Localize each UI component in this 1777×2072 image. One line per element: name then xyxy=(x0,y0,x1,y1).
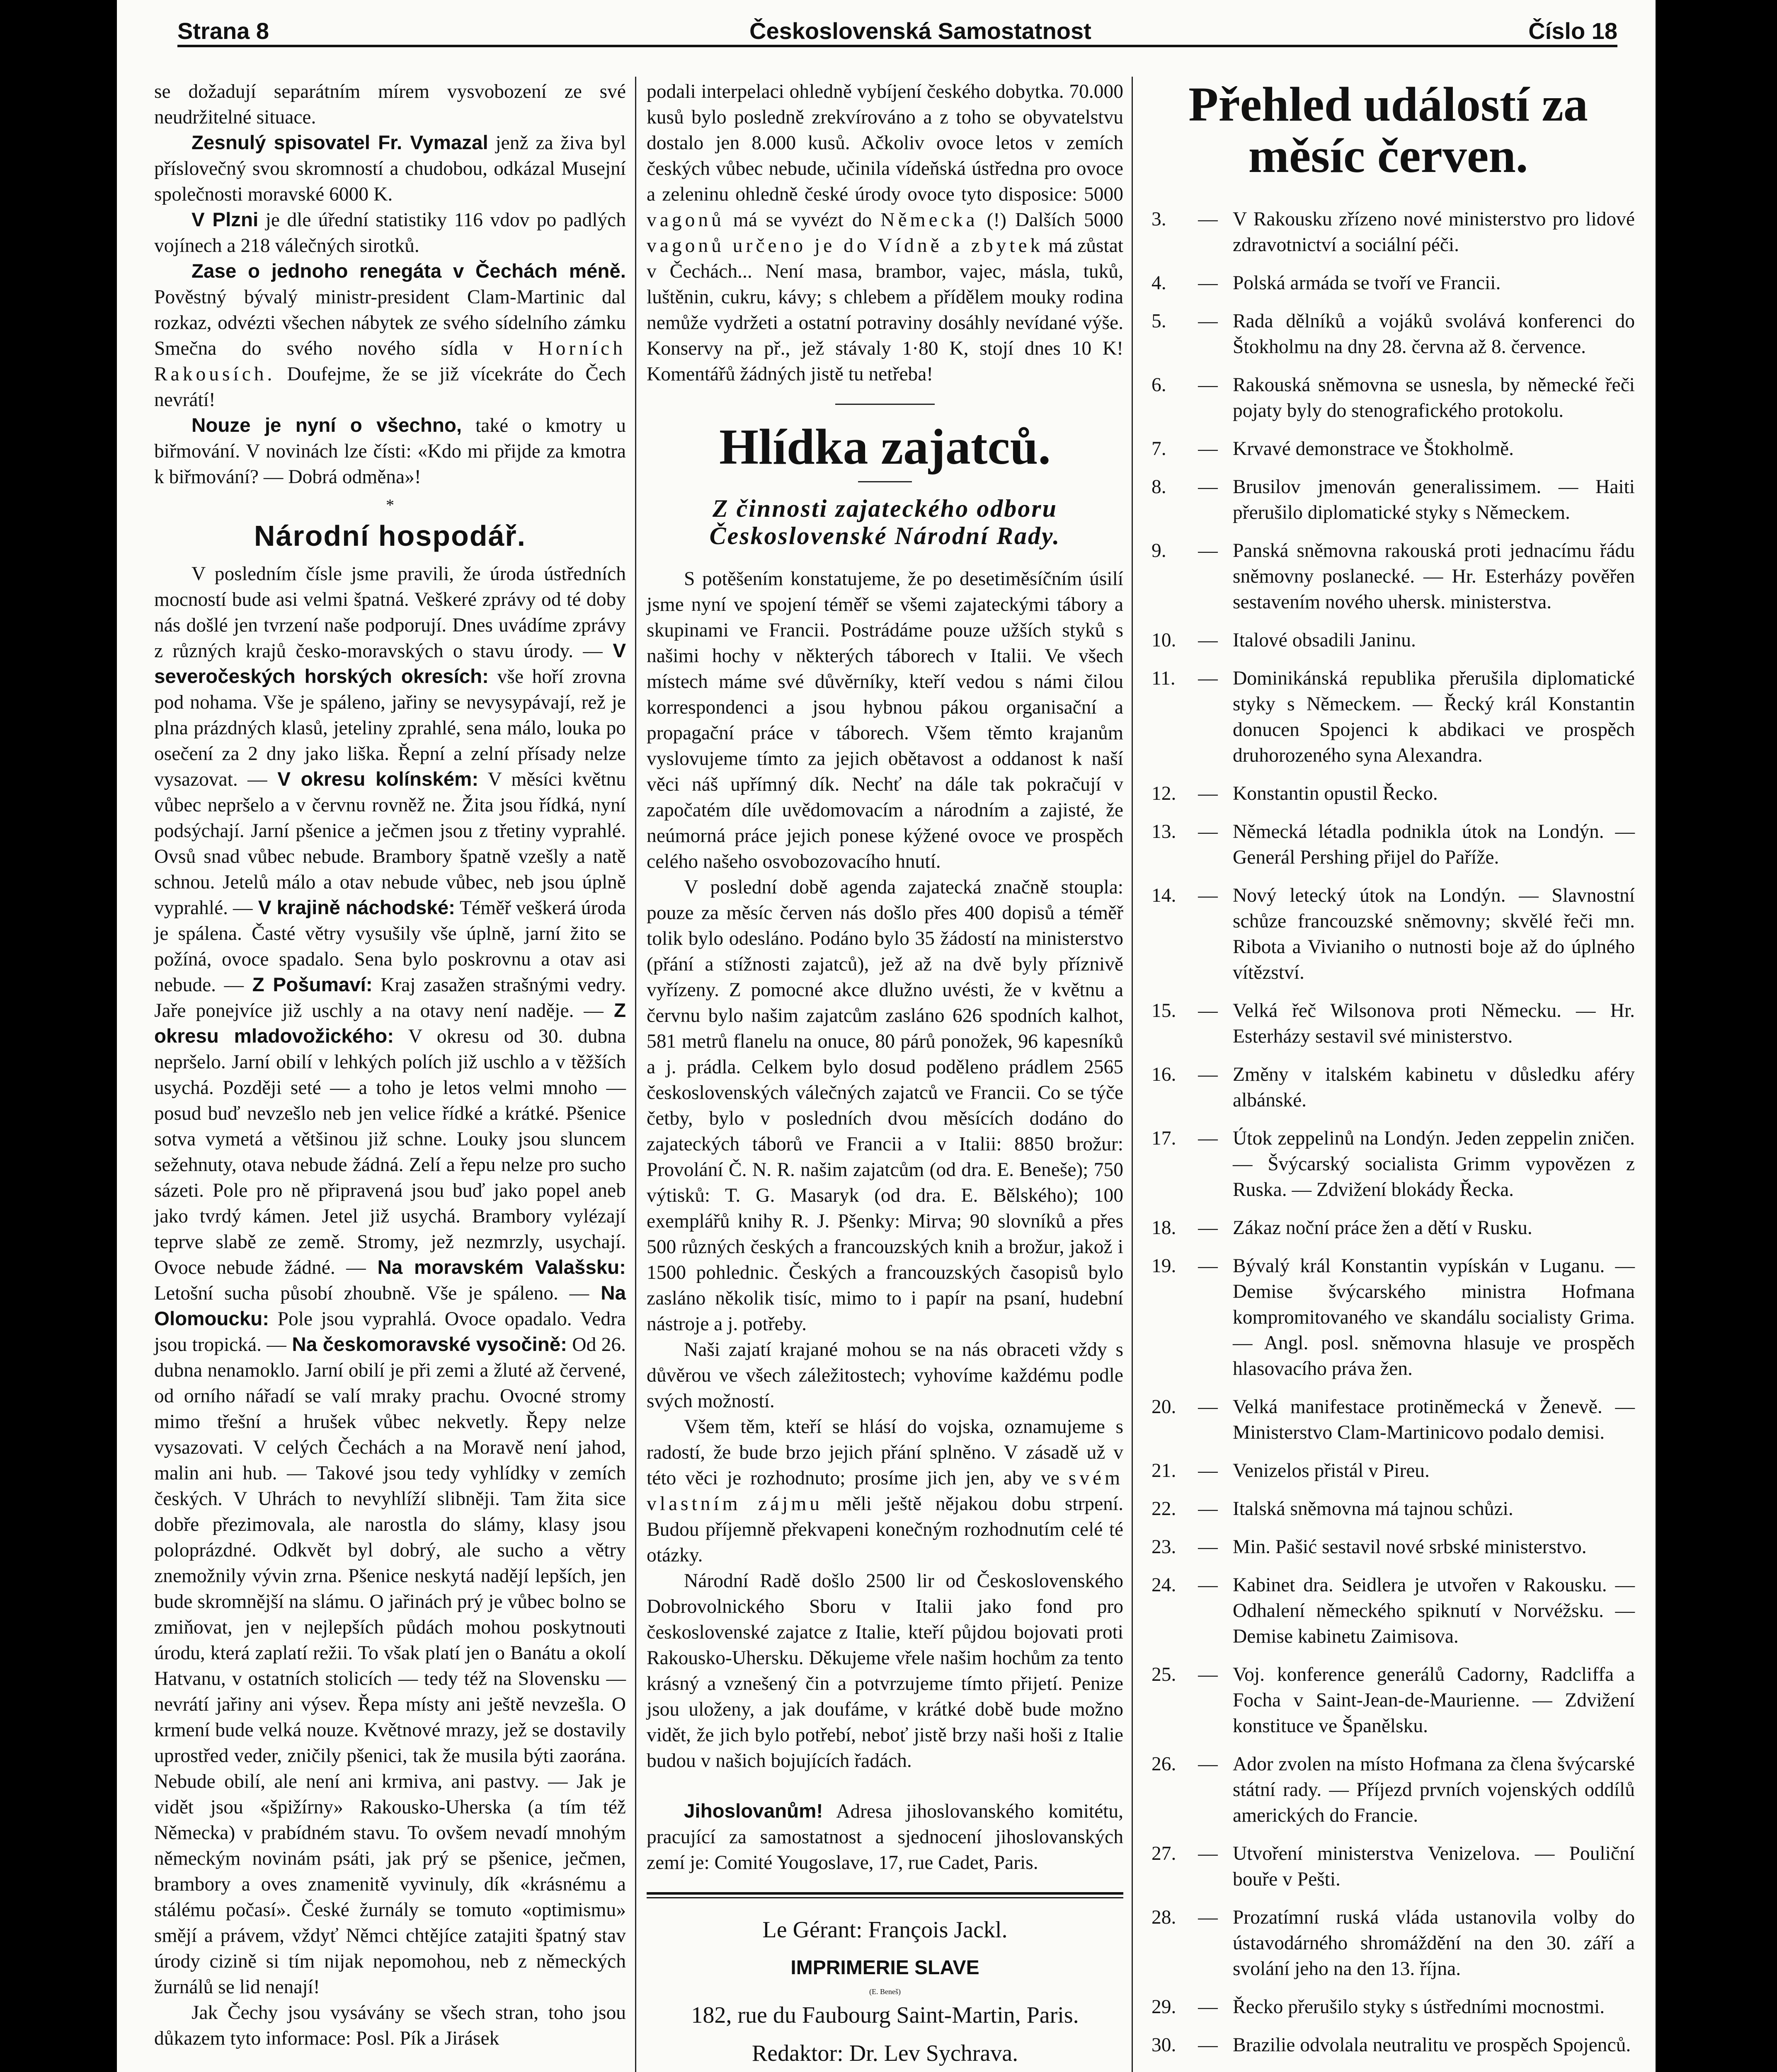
issue-number: Číslo 18 xyxy=(1528,18,1617,44)
event-item xyxy=(1142,308,1635,360)
event-text: Utvoření ministerstva Venizelova. — Pouliční bouře v Pešti. xyxy=(1233,1843,1635,1890)
event-day: 26. xyxy=(1152,1753,1176,1775)
event-day: 24. xyxy=(1152,1574,1176,1596)
event-text: Velká manifestace protiněmecká v Ženevě. — Ministerstvo Clam-Martinicovo podalo demisi. xyxy=(1233,1396,1635,1443)
event-dash: — xyxy=(1198,272,1218,294)
event-item xyxy=(1142,2032,1635,2058)
paragraph: se dožadují separátním mírem vysvobození ze své neudržitelné situace. xyxy=(154,81,626,128)
event-text: Rakouská sněmovna se usnesla, by německé řeči pojaty byly do stenografického protokolu. xyxy=(1233,374,1635,421)
imprint-gerant: Le Gérant: François Jackl. xyxy=(762,1917,1008,1943)
event-dash: — xyxy=(1198,1664,1218,1685)
article-paragraph: V posledním čísle jsme pravili, že úroda ústředních mocností bude asi velmi špatná. Veškeré zprávy od té doby nás došlé jen tvrzení naše podporují. Dnes uvádíme zprávy z různých krajů česko-moravských o stavu úrody. — V severočeských horských okresích: vše hoří zrovna pod nohama. Vše je spáleno, jařiny se nevysypávají, rež je plna prázdných klasů, jeteliny zprahlé, sena málo, louka po osečení za 2 dny jako liška. Řepní a zelní přísady nelze vysazovat. — V okresu kolínském: V měsíci květnu vůbec nepršelo a v červnu rovněž ne. Žita jsou řídká, nyní podsýchají. Jarní pšenice a ječmen jsou z třetiny vyprahlé. Ovsů snad vůbec nebude. Brambory špatně vzešly a natě schnou. Jetelů málo a otav nebude vůbec, neb jsou úplně vyprahlé. — V krajině náchodské: Téměř veškerá úroda je spálena. Časté větry vysušily vše úplně, jarní žito se požíná, ovoce spadalo. Sena bylo poskrovnu a otav asi nebude. — Z Pošumaví: Kraj zasažen strašnými vedry. Jaře ponejvíce již uschly a na otavy není naděje. — Z okresu mladovožického: V okresu od 30. dubna nepršelo. Jarní obilí v lehkých polích již uschlo a v těžších usychá. Později seté — a toho je letos velmi mnoho — posud buď nevzešlo neb jen velice řídké a krátké. Pšenice sotva vymetá a většinou již schne. Louky jsou sluncem sežehnuty, otava nebude žádná. Zelí a řepu nelze pro sucho sázeti. Pole pro ně připravená jsou buď jako popel aneb jako tvrdý kámen. Jetel již usychá. Brambory vylézají teprve slabě ze země. Stromy, jež nezmrzly, usychají. Ovoce nebude žádné. — Na moravském Valašsku: Letošní sucha působí zhoubně. Vše je spáleno. — Na Olomoucku: Pole jsou vyprahlá. Ovoce opadalo. Vedra jsou tropická. — Na českomoravské vysočině: Od 26. dubna nenamoklo. Jarní obilí je při zemi a žluté až červené, od orního nářadí se valí mraky prachu. Ovocné stromy mimo třešní a hrušek vůbec nekvetly. Řepy nelze vysazovati. V celých Čechách a na Moravě není jahod, malin ani hub. — Takové jsou tedy vyhlídky v zemích českých. V Uhrách to nevyhlíží slibněji. Tam žita sice dobře přezimovala, ale narostla do slámy, klasy jsou poloprázdné. Odkvět byl dobrý, ale sucho a větry znemožnily vývin zrna. Pšenice neskytá nadějí lepších, jen bude skromnější na slámu. O jařinách prý je vůbec bolno se zmiňovat, jen v nejlepších půdách mohou poskytnouti úrodu, která zaplatí režii. To však platí jen o Banátu a okolí Hatvanu, v ostatních stolicích — tedy též na Slovensku — nevrátí jařiny ani výsev. Řepa místy ani ještě nevzešla. O krmení bude velká nouze. Květnové mrazy, jež se dostavily uprostřed veder, zničily pšenici, tak že musila býti zaorána. Nebude obilí, ale není ani krmiva, ani pastvy. — Jak je vidět jsou «špižírny» Rakousko-Uherska (a tím též Německa) v prabídném stavu. To ovšem nevadí mnohým německým novinám psáti, jak prý se pšenice, ječmen, brambory a oves znamenitě vyvinuly, dík «krásnému a stálému počasí». České žurnály se tomuto «optimismu» smějí a právem, vždyť Němci chtějíce zatajiti špatný stav úrody cizině si tím nijak nepomohou, neb z německých žurnálů se lid nenají! xyxy=(154,563,626,1998)
event-day: 5. xyxy=(1152,310,1166,332)
event-dash: — xyxy=(1198,438,1218,460)
event-day: 3. xyxy=(1152,208,1166,230)
event-day: 15. xyxy=(1152,1000,1176,1021)
event-text: Nový letecký útok na Londýn. — Slavnostní schůze francouzské sněmovny; skvělé řeči mn. Ribota a Vivianiho o nutnosti boje až do úplného vítězství. xyxy=(1233,885,1635,983)
article-paragraph: Naši zajatí krajané mohou se na nás obraceti vždy s důvěrou ve všech záležitostech; vyhovíme každému podle svých možností. xyxy=(647,1339,1123,1412)
events-list xyxy=(1142,206,1635,2058)
event-dash: — xyxy=(1198,1498,1218,1520)
notice-paragraph: Jihoslovanům! Adresa jihoslovanského komitétu, pracující za samostatnost a sjednocení jihoslovanských zemí je: Comité Yougoslave, 17, rue Cadet, Paris. xyxy=(647,1800,1123,1874)
event-day: 21. xyxy=(1152,1460,1176,1481)
event-text: Kabinet dra. Seidlera je utvořen v Rakousku. — Odhalení německého spiknutí v Norvéžsku. — Demise kabinetu Zaimisova. xyxy=(1233,1574,1635,1647)
event-text: Rada dělníků a vojáků svolává konferenci do Štokholmu na dny 28. června až 8. července. xyxy=(1233,310,1635,358)
page-number: Strana 8 xyxy=(177,18,269,44)
event-item xyxy=(1142,1662,1635,1739)
event-day: 28. xyxy=(1152,1907,1176,1928)
event-item xyxy=(1142,883,1635,985)
event-day: 4. xyxy=(1152,272,1166,294)
event-dash: — xyxy=(1198,1753,1218,1775)
event-dash: — xyxy=(1198,2034,1218,2056)
event-day: 10. xyxy=(1152,629,1176,651)
event-day: 30. xyxy=(1152,2034,1176,2056)
column-rule xyxy=(1132,77,1133,2072)
event-dash: — xyxy=(1198,1396,1218,1418)
event-item xyxy=(1142,1572,1635,1649)
event-item xyxy=(1142,1534,1635,1560)
event-text: Brusilov jmenován generalissimem. — Haiti přerušilo diplomatické styky s Německem. xyxy=(1233,476,1635,523)
event-dash: — xyxy=(1198,629,1218,651)
event-text: Zákaz noční práce žen a dětí v Rusku. xyxy=(1233,1217,1532,1239)
divider xyxy=(835,404,935,405)
event-item xyxy=(1142,538,1635,615)
column-1 xyxy=(154,79,626,2051)
event-text: Polská armáda se tvoří ve Francii. xyxy=(1233,272,1501,294)
event-text: Italové obsadili Janinu. xyxy=(1233,629,1416,651)
event-item xyxy=(1142,436,1635,462)
event-text: Konstantin opustil Řecko. xyxy=(1233,783,1438,804)
newspaper-page xyxy=(117,0,1656,2072)
event-text: Velká řeč Wilsonova proti Německu. — Hr. Esterházy sestavil své ministerstvo. xyxy=(1233,1000,1635,1047)
event-day: 25. xyxy=(1152,1664,1176,1685)
event-dash: — xyxy=(1198,821,1218,842)
double-rule xyxy=(647,1892,1123,1898)
imprint-address: 182, rue du Faubourg Saint-Martin, Paris. xyxy=(691,2002,1079,2028)
event-day: 17. xyxy=(1152,1128,1176,1149)
event-day: 29. xyxy=(1152,1996,1176,2018)
event-dash: — xyxy=(1198,374,1218,396)
event-text: Bývalý král Konstantin vypískán v Luganu. — Demise švýcarského ministra Hofmana kompromitovaného ve skandálu socialisty Grima. — Angl. posl. sněmovna hlasuje ve prospěch hlasovacího práva žen. xyxy=(1233,1255,1635,1380)
event-text: Útok zeppelinů na Londýn. Jeden zeppelin zničen. — Švýcarský socialista Grimm vypovězen z Ruska. — Zdvižení blokády Řecka. xyxy=(1233,1128,1635,1201)
event-item xyxy=(1142,1905,1635,1982)
event-day: 22. xyxy=(1152,1498,1176,1520)
event-text: Italská sněmovna má tajnou schůzi. xyxy=(1233,1498,1513,1520)
event-item xyxy=(1142,998,1635,1049)
event-day: 11. xyxy=(1152,668,1176,689)
event-dash: — xyxy=(1198,1128,1218,1149)
event-item xyxy=(1142,1062,1635,1113)
event-text: Voj. konference generálů Cadorny, Radcliffa a Focha v Saint-Jean-de-Maurienne. — Zdvižení konstituce ve Španělsku. xyxy=(1233,1664,1635,1737)
event-dash: — xyxy=(1198,1843,1218,1864)
event-text: Dominikánská republika přerušila diplomatické styky s Německem. — Řecký král Konstantin donucen Spojenci k abdikaci ve prospěch druhorozeného syna Alexandra. xyxy=(1233,668,1635,766)
event-text: Německá létadla podnikla útok na Londýn. — Generál Pershing přijel do Paříže. xyxy=(1233,821,1635,868)
article-paragraph: Národní Radě došlo 2500 lir od Československého Dobrovolnického Sboru v Italii jako fond pro československé zajatce z Italie, kteří půjdou bojovati proti Rakousko-Uhersku. Děkujeme vřele našim hochům za tento krásný a vznešený čin a potvrzujeme tímto přijetí. Penize jsou uloženy, a jak doufáme, v krátké době bude možno vidět, že jich bylo potřebí, neboť jistě brzy naši hoši z Italie budou v našich bojujících řadách. xyxy=(647,1570,1123,1772)
event-item xyxy=(1142,781,1635,806)
event-day: 12. xyxy=(1152,783,1176,804)
event-day: 18. xyxy=(1152,1217,1176,1239)
event-dash: — xyxy=(1198,1536,1218,1558)
event-item xyxy=(1142,819,1635,870)
event-item xyxy=(1142,1215,1635,1241)
event-text: Krvavé demonstrace ve Štokholmě. xyxy=(1233,438,1514,460)
news-item: Nouze je nyní o všechno, také o kmotry u biřmování. V novinách lze čísti: «Kdo mi přijde za kmotra k biřmování? — Dobrá odměna»! xyxy=(154,414,626,488)
article-paragraph: S potěšením konstatujeme, že po desetiměsíčním úsilí jsme nyní ve spojení téměř se všemi zajateckými tábory a skupinami ve Francii. Postrádáme pouze užších styků s našimi hochy v některých táborech v Italii. Ve všech místech máme své důvěrníky, kteří vedou s námi čilou korrespondenci a jsou hybnou pákou organisační a propagační práce v táborech. Všem těmto krajanům vyslovujeme tímto za jejich obětavost a oddanost k naší věci náš upřímný dík. Nechť na dále tak pokračují v započatém díle uvědomovacím a národním a zajisté, že neúmorná práce jejich ponese kýžené ovoce ve prospěch celého našeho osvobozovacího hnutí. xyxy=(647,568,1123,872)
event-item xyxy=(1142,1496,1635,1522)
event-item xyxy=(1142,1751,1635,1828)
event-dash: — xyxy=(1198,1907,1218,1928)
event-dash: — xyxy=(1198,1000,1218,1021)
event-text: Panská sněmovna rakouská proti jednacímu řádu sněmovny poslanecké. — Hr. Esterházy pověřen sestavením nového uhersk. ministerstva. xyxy=(1233,540,1635,613)
event-dash: — xyxy=(1198,783,1218,804)
article-paragraph: podali interpelaci ohledně vybíjení českého dobytka. 70.000 kusů bylo posledně zrekvírováno a z toho se obyvatelstvu dostalo jen 8.000 kusů. Ačkoliv ovoce letos v zemích českých vůbec nebude, učinila vídeňská ústředna pro ovoce a zeleninu ohledně české úrody ovoce tyto disposice: 5000 vagonů má se vyvézt do Německa (!) Dalších 5000 vagonů určeno je do Vídně a zbytek má zůstat v Čechách... Není masa, brambor, vajec, másla, tuků, luštěnin, cukru, kávy; s chlebem a přídělem mouky rodina nemůže vydržeti a ostatní potraviny dosáhly nevídané výše. Konservy na př., jež stávaly 1·80 K, stojí dnes 10 K! Komentářů žádných jistě tu netřeba! xyxy=(647,81,1123,385)
event-item xyxy=(1142,1458,1635,1484)
column-rule xyxy=(635,77,636,2072)
page-header xyxy=(177,16,1617,47)
event-dash: — xyxy=(1198,885,1218,906)
event-item xyxy=(1142,270,1635,296)
article-paragraph: V poslední době agenda zajatecká značně stoupla: pouze za měsíc červen nás došlo přes 400 dopisů a téměř tolik bylo odesláno. Podáno bylo 35 žádostí na ministerstvo (přání a stížnosti zajatců), jež až na dvě byly příznivě vyřízeny. Z pomocné akce dlužno uvésti, že v květnu a červnu bylo našim zajatcům zasláno 626 spodních kalhot, 581 metrů flanelu na onuce, 80 párů ponožek, 96 kapesníků a j. prádla. Celkem bylo dosud poděleno prádlem 2565 československých válečných zajatců ve Francii. Co se týče četby, bylo v posledních dvou měsících dodáno do zajateckých táborů ve Francii a v Italii: 8850 brožur: Provolání Č. N. R. našim zajatcům (od dra. E. Beneše); 750 výtisků: T. G. Masaryk (od dra. E. Bělského); 100 exemplářů knihy R. J. Pšenky: Mirva; 90 slovníků a přes 500 různých českých a francouzských knih a brožur, jakož i 1500 pohlednic. Českých a francouzských časopisů bylo zasláno několik tisíc, mimo to i papír na psaní, hudební nástroje a j. potřeby. xyxy=(647,876,1123,1335)
event-item xyxy=(1142,1841,1635,1892)
event-item xyxy=(1142,206,1635,258)
divider xyxy=(858,481,912,482)
event-item xyxy=(1142,666,1635,768)
event-dash: — xyxy=(1198,208,1218,230)
event-item xyxy=(1142,474,1635,525)
event-text: Venizelos přistál v Pireu. xyxy=(1233,1460,1430,1481)
event-day: 8. xyxy=(1152,476,1166,498)
event-dash: — xyxy=(1198,540,1218,562)
news-item: V Plzni je dle úřední statistiky 116 vdov po padlých vojínech a 218 válečných sirotků. xyxy=(154,209,626,257)
event-dash: — xyxy=(1198,1996,1218,2018)
article-title: Hlídka zajatců. xyxy=(719,419,1051,475)
separator-star: * xyxy=(386,496,394,514)
event-item xyxy=(1142,1994,1635,2020)
event-dash: — xyxy=(1198,1460,1218,1481)
newspaper-title: Československá Samostatnost xyxy=(749,18,1091,44)
news-item: Zesnulý spisovatel Fr. Vymazal jenž za živa byl příslovečný svou skromností a chudobou, odkázal Musejní společnosti moravské 6000 K. xyxy=(154,132,626,205)
event-text: Min. Pašić sestavil nové srbské ministerstvo. xyxy=(1233,1536,1587,1558)
imprint-editor: Redaktor: Dr. Lev Sychrava. xyxy=(752,2041,1018,2066)
event-item xyxy=(1142,372,1635,424)
event-dash: — xyxy=(1198,1217,1218,1239)
event-day: 14. xyxy=(1152,885,1176,906)
event-text: V Rakousku zřízeno nové ministerstvo pro lidové zdravotnictví a sociální péči. xyxy=(1233,208,1635,256)
event-day: 7. xyxy=(1152,438,1166,460)
event-item xyxy=(1142,1126,1635,1203)
event-day: 13. xyxy=(1152,821,1176,842)
column-2 xyxy=(647,79,1123,2072)
event-dash: — xyxy=(1198,1574,1218,1596)
article-paragraph: Jak Čechy jsou vysávány se všech stran, toho jsou důkazem tyto informace: Posl. Pík a Jirásek xyxy=(154,2002,626,2049)
section-heading: Národní hospodář. xyxy=(254,520,526,552)
event-day: 19. xyxy=(1152,1255,1176,1277)
article-paragraph: Všem těm, kteří se hlásí do vojska, oznamujeme s radostí, že bude brzo jejich přání splněno. V zásadě už v této věci je rozhodnuto; prosíme jich jen, aby ve svém vlastním zájmu měli ještě nějakou dobu strpení. Budou příjemně překvapeni konečným rozhodnutím celé té otázky. xyxy=(647,1416,1123,1566)
event-day: 9. xyxy=(1152,540,1166,562)
imprint-printer: IMPRIMERIE SLAVE xyxy=(790,1957,979,1979)
event-day: 27. xyxy=(1152,1843,1176,1864)
event-dash: — xyxy=(1198,310,1218,332)
event-dash: — xyxy=(1198,668,1218,689)
event-dash: — xyxy=(1198,1064,1218,1085)
event-day: 23. xyxy=(1152,1536,1176,1558)
event-text: Brazilie odvolala neutralitu ve prospěch Spojenců. xyxy=(1233,2034,1631,2056)
event-text: Řecko přerušilo styky s ústředními mocnostmi. xyxy=(1233,1996,1605,2018)
overview-title: Přehled událostí za měsíc červen. xyxy=(1188,77,1588,183)
event-dash: — xyxy=(1198,476,1218,498)
event-text: Prozatímní ruská vláda ustanovila volby do ústavodárného shromáždění na den 30. září a svolání jeho na den 13. října. xyxy=(1233,1907,1635,1980)
event-item xyxy=(1142,627,1635,653)
event-day: 20. xyxy=(1152,1396,1176,1418)
event-item xyxy=(1142,1253,1635,1382)
event-item xyxy=(1142,1394,1635,1445)
article-subtitle: Z činnosti zajateckého odboru Československé Národní Rady. xyxy=(709,495,1061,549)
event-dash: — xyxy=(1198,1255,1218,1277)
event-text: Změny v italském kabinetu v důsledku aféry albánské. xyxy=(1233,1064,1635,1111)
event-day: 16. xyxy=(1152,1064,1176,1085)
column-3 xyxy=(1142,79,1635,2072)
imprint-printer-owner: (E. Beneš) xyxy=(869,1987,901,1996)
event-text: Ador zvolen na místo Hofmana za člena švýcarské státní rady. — Příjezd prvních vojenských oddílů amerických do Francie. xyxy=(1233,1753,1635,1826)
news-item: Zase o jednoho renegáta v Čechách méně. Pověstný bývalý ministr-president Clam-Martinic dal rozkaz, odvézti všechen nábytek ze svého sídelního zámku Smečna do svého nového sídla v Horních Rakousích. Doufejme, že se již vícekráte do Čech nevrátí! xyxy=(154,260,626,411)
event-day: 6. xyxy=(1152,374,1166,396)
imprint xyxy=(647,1911,1123,2072)
